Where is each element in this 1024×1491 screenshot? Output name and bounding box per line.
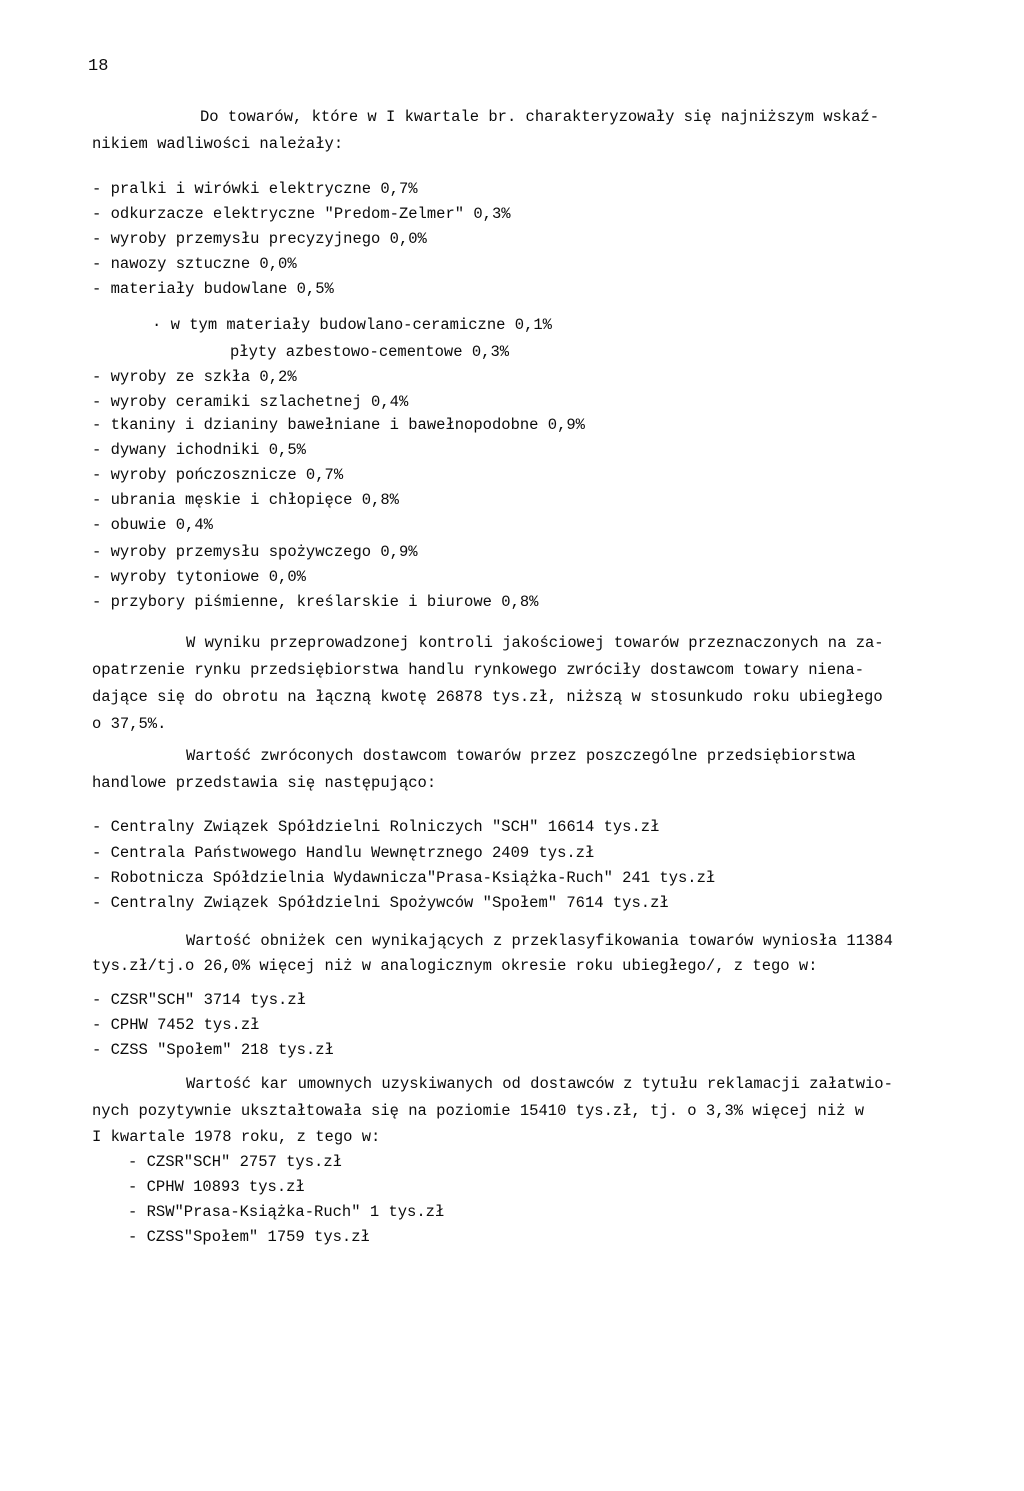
list-item: - CZSR"SCH" 3714 tys.zł <box>92 991 306 1009</box>
paragraph-penalties-line: I kwartale 1978 roku, z tego w: <box>92 1128 381 1146</box>
list-item: - CZSR"SCH" 2757 tys.zł <box>128 1153 342 1171</box>
list-item: - CPHW 7452 tys.zł <box>92 1016 260 1034</box>
paragraph-reductions-line: tys.zł/tj.o 26,0% więcej niż w analogicznym okresie roku ubiegłego/, z tego w: <box>92 957 818 975</box>
list-item: - wyroby ceramiki szlachetnej 0,4% <box>92 393 409 411</box>
list-item: - Centralny Związek Spółdzielni Spożywców "Społem" 7614 tys.zł <box>92 894 669 912</box>
paragraph-returned-line: Wartość zwróconych dostawcom towarów przez poszczególne przedsiębiorstwa <box>186 747 856 765</box>
list-item: - pralki i wirówki elektryczne 0,7% <box>92 180 418 198</box>
paragraph-penalties-line: nych pozytywnie ukształtowała się na poziomie 15410 tys.zł, tj. o 3,3% więcej niż w <box>92 1102 865 1120</box>
paragraph-control-line: opatrzenie rynku przedsiębiorstwa handlu rynkowego zwróciły dostawcom towary niena- <box>92 661 865 679</box>
list-item: - Robotnicza Spółdzielnia Wydawnicza"Prasa-Książka-Ruch" 241 tys.zł <box>92 869 716 887</box>
paragraph-penalties-line: Wartość kar umownych uzyskiwanych od dostawców z tytułu reklamacji załatwio- <box>186 1075 893 1093</box>
list-item: - CPHW 10893 tys.zł <box>128 1178 305 1196</box>
list-item: - Centralny Związek Spółdzielni Rolniczych "SCH" 16614 tys.zł <box>92 818 660 836</box>
list-item: - dywany ichodniki 0,5% <box>92 441 306 459</box>
paragraph-control-line: W wyniku przeprowadzonej kontroli jakościowej towarów przeznaczonych na za- <box>186 634 884 652</box>
list-item: - wyroby przemysłu precyzyjnego 0,0% <box>92 230 427 248</box>
sub-item-line-2: płyty azbestowo-cementowe 0,3% <box>230 343 510 361</box>
list-item: - odkurzacze elektryczne "Predom-Zelmer" 0,3% <box>92 205 511 223</box>
list-item: - RSW"Prasa-Książka-Ruch" 1 tys.zł <box>128 1203 445 1221</box>
list-item: - ubrania męskie i chłopięce 0,8% <box>92 491 399 509</box>
paragraph-reductions-line: Wartość obniżek cen wynikających z przeklasyfikowania towarów wyniosła 11384 <box>186 932 893 950</box>
list-item: - wyroby przemysłu spożywczego 0,9% <box>92 543 418 561</box>
paragraph-returned-line: handlowe przedstawia się następująco: <box>92 774 437 792</box>
list-item: - wyroby pończosznicze 0,7% <box>92 466 344 484</box>
intro-line-2: nikiem wadliwości należały: <box>92 135 344 153</box>
paragraph-control-line: dające się do obrotu na łączną kwotę 26878 tys.zł, niższą w stosunkudo roku ubiegłego <box>92 688 883 706</box>
list-item: - nawozy sztuczne 0,0% <box>92 255 297 273</box>
list-item: - CZSS"Społem" 1759 tys.zł <box>128 1228 370 1246</box>
list-item: - CZSS "Społem" 218 tys.zł <box>92 1041 334 1059</box>
paragraph-control-line: o 37,5%. <box>92 715 167 733</box>
list-item: - materiały budowlane 0,5% <box>92 280 334 298</box>
list-item: - tkaniny i dzianiny bawełniane i bawełnopodobne 0,9% <box>92 416 585 434</box>
intro-line-1: Do towarów, które w I kwartale br. charakteryzowały się najniższym wskaź- <box>200 108 880 126</box>
page-number: 18 <box>88 57 109 76</box>
list-item: - wyroby tytoniowe 0,0% <box>92 568 306 586</box>
list-item: - wyroby ze szkła 0,2% <box>92 368 297 386</box>
list-item: - Centrala Państwowego Handlu Wewnętrznego 2409 tys.zł <box>92 844 595 862</box>
sub-item-line-1: · w tym materiały budowlano-ceramiczne 0,1% <box>152 316 552 334</box>
list-item: - obuwie 0,4% <box>92 516 213 534</box>
list-item: - przybory piśmienne, kreślarskie i biurowe 0,8% <box>92 593 539 611</box>
